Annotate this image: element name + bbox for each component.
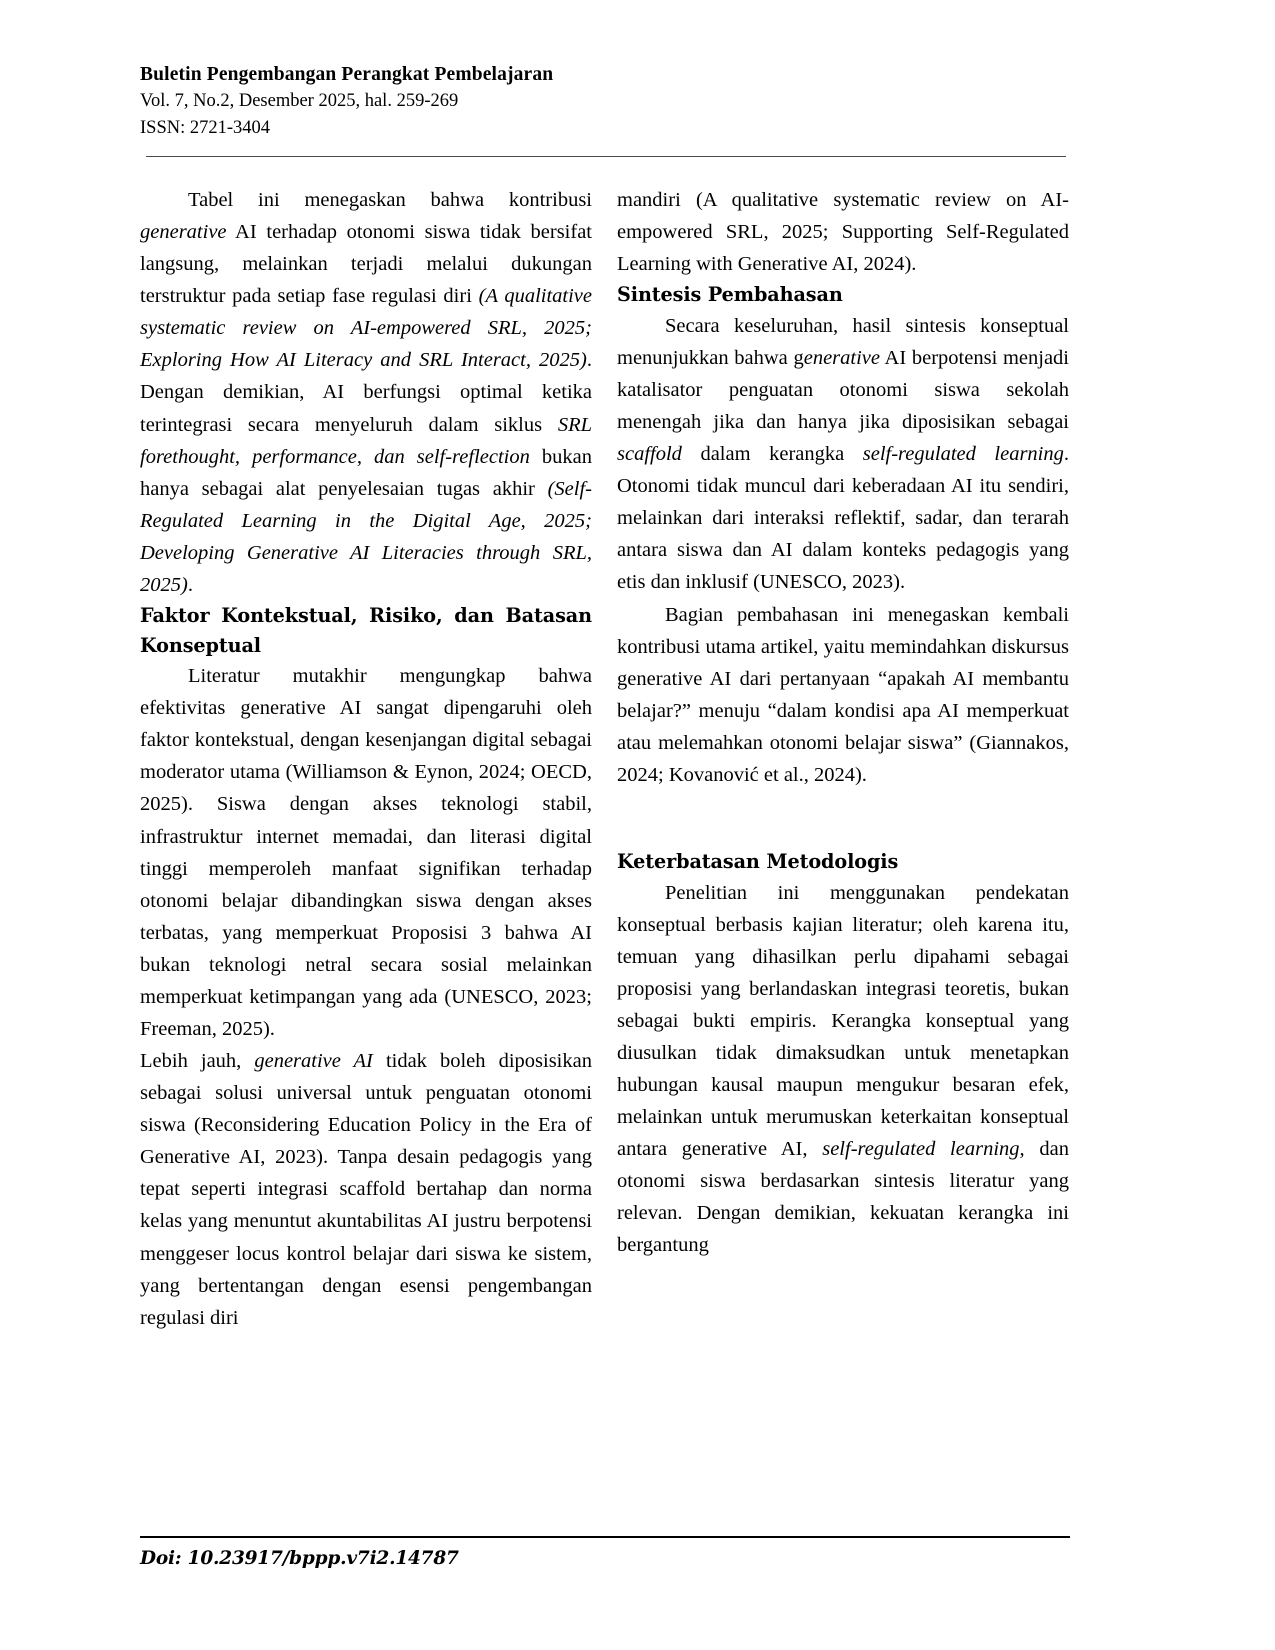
right-paragraph-2 — [617, 310, 1069, 599]
text-run-italic: (A qualitative systematic review on AI-empowered SRL, 2025; Exploring How AI Literacy and SRL Interact, 2025) — [140, 285, 593, 372]
right-paragraph-4 — [617, 877, 1069, 1262]
text-run: AI terhadap otonomi siswa tidak bersifat langsung, melainkan terjadi melalui dukungan terstruktur pada setiap fase regulasi diri — [140, 221, 592, 308]
text-run-italic: generative AI — [254, 1050, 373, 1073]
left-paragraph-3 — [140, 1045, 592, 1334]
text-run: dalam kerangka — [681, 443, 863, 466]
text-run-italic: generative — [140, 221, 227, 244]
volume-issue-line: Vol. 7, No.2, Desember 2025, hal. 259-269 — [140, 91, 459, 112]
text-run-italic: (Self-Regulated Learning in the Digital Age, 2025; Developing Generative AI Literacies through SRL, 2025) — [140, 477, 592, 596]
right-column — [617, 184, 1069, 1334]
section-spacer — [617, 791, 1069, 847]
footer-divider — [140, 1536, 1070, 1538]
left-paragraph-2: Literatur mutakhir mengungkap bahwa efektivitas generative AI sangat dipengaruhi oleh faktor kontekstual, dengan kesenjangan digital sebagai moderator utama (Williamson & Eynon, 2024; OECD, 2025). Siswa dengan akses teknologi stabil, infrastruktur internet memadai, dan literasi digital tinggi memperoleh manfaat signifikan terhadap otonomi belajar dibandingkan siswa dengan akses terbatas, yang memperkuat Proposisi 3 bahwa AI bukan teknologi netral secara sosial melainkan memperkuat ketimpangan yang ada (UNESCO, 2023; Freeman, 2025). — [140, 665, 592, 1040]
text-run: Lebih jauh, — [140, 1050, 255, 1073]
doi-text: Doi: 10.23917/bppp.v7i2.14787 — [140, 1548, 459, 1569]
text-run: AI berpotensi menjadi katalisator penguatan otonomi siswa sekolah menengah jika dan hanya jika diposisikan sebagai — [617, 346, 1069, 434]
text-run-italic: self-regulated learning, — [822, 1138, 1025, 1161]
left-column — [140, 184, 592, 1334]
issn-line: ISSN: 2721-3404 — [140, 117, 271, 138]
text-run-italic: scaffold — [617, 443, 682, 466]
text-run: . Dengan demikian, AI berfungsi optimal ketika terintegrasi secara menyeluruh dalam siklus — [140, 349, 592, 436]
journal-title: Buletin Pengembangan Perangkat Pembelajaran — [140, 64, 554, 85]
masthead — [140, 62, 1070, 141]
text-run-italic: self-regulated learning — [862, 443, 1064, 466]
text-run: Secara keseluruhan, hasil sintesis konseptual menunjukkan bahwa g — [617, 314, 1069, 369]
text-run: Tabel ini menegaskan bahwa kontribusi — [188, 189, 592, 211]
text-run: . Otonomi tidak muncul dari keberadaan AI itu sendiri, melainkan dari interaksi reflektif, sadar, dan terarah antara siswa dan AI dalam konteks pedagogis yang etis dan inklusif (UNESCO, 2023). — [617, 443, 1069, 594]
text-run: dan otonomi siswa berdasarkan sintesis literatur yang relevan. Dengan demikian, kekuatan kerangka ini bergantung — [617, 1138, 1069, 1257]
heading-keterbatasan-metodologis: Keterbatasan Metodologis — [617, 849, 899, 873]
text-run: . — [187, 573, 193, 596]
text-run-italic: SRL forethought, performance, dan self-reflection — [140, 413, 592, 468]
text-run: bukan hanya sebagai alat penyelesaian tugas akhir — [140, 445, 592, 500]
text-run: Penelitian ini menggunakan pendekatan konseptual berbasis kajian literatur; oleh karena itu, temuan yang dihasilkan perlu dipahami sebagai proposisi yang berlandaskan integrasi teoretis, bukan sebagai bukti empiris. Kerangka konseptual yang diusulkan tidak dimaksudkan untuk menetapkan hubungan kausal maupun mengukur besaran efek, melainkan untuk merumuskan keterkaitan konseptual antara generative AI, — [617, 881, 1069, 1161]
right-paragraph-3: Bagian pembahasan ini menegaskan kembali kontribusi utama artikel, yaitu memindahkan diskursus generative AI dari pertanyaan “apakah AI membantu belajar?” menuju “dalam kondisi apa AI memperkuat atau melemahkan otonomi belajar siswa” (Giannakos, 2024; Kovanović et al., 2024). — [617, 603, 1069, 786]
text-run: tidak boleh diposisikan sebagai solusi universal untuk penguatan otonomi siswa (Reconsidering Education Policy in the Era of Generative AI, 2023). Tanpa desain pedagogis yang tepat seperti integrasi scaffold bertahap dan norma kelas yang menuntut akuntabilitas AI justru berpotensi menggeser locus kontrol belajar dari siswa ke sistem, yang bertentangan dengan esensi pengembangan regulasi diri — [140, 1050, 592, 1329]
masthead-divider — [146, 156, 1066, 157]
right-paragraph-1: mandiri (A qualitative systematic review on AI-empowered SRL, 2025; Supporting Self-Regulated Learning with Generative AI, 2024). — [617, 189, 1069, 276]
left-paragraph-1 — [140, 184, 592, 601]
heading-sintesis-pembahasan: Sintesis Pembahasan — [617, 283, 843, 307]
text-run-italic: enerative — [803, 346, 880, 369]
heading-faktor-kontekstual: Faktor Kontekstual, Risiko, dan Batasan Konseptual — [140, 604, 592, 657]
two-column-body — [140, 184, 1070, 1334]
